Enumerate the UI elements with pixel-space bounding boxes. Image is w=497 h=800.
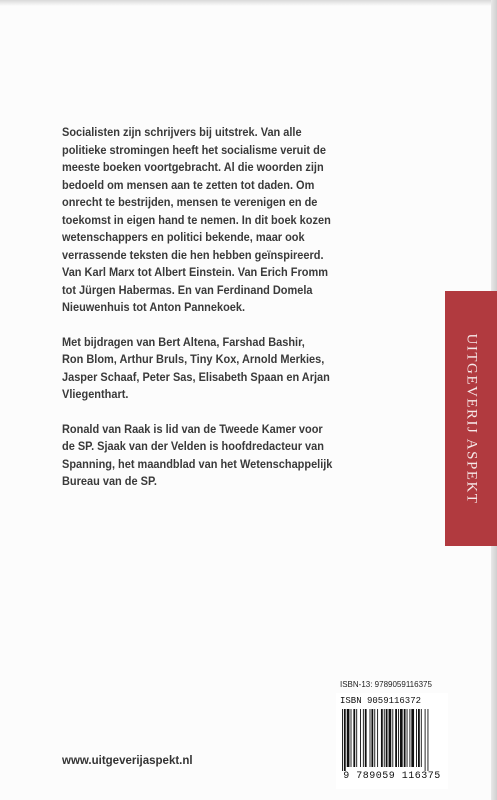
blurb-line: meeste boeken voortgebracht. Al die woorden zijn (62, 160, 324, 174)
blurb-paragraph-intro (62, 124, 375, 317)
blurb-line: Jasper Schaaf, Peter Sas, Elisabeth Spaan en Arjan (62, 369, 330, 384)
publisher-label (445, 291, 497, 546)
barcode-icon (342, 709, 442, 771)
isbn-10: ISBN 9059116372 (340, 696, 422, 706)
blurb-line: onrecht te bestrijden, mensen te verenigen en de (62, 195, 318, 209)
isbn-13: ISBN-13: 9789059116375 (340, 680, 432, 689)
blurb-line: wetenschappers en politici bekende, maar ook (62, 230, 305, 244)
barcode-digits: 9 789059 116375 (343, 771, 441, 782)
publisher-name: UITGEVERIJ ASPEKT (463, 333, 480, 505)
blurb-line: Ronald van Raak is lid van de Tweede Kamer voor (62, 421, 323, 436)
blurb-line: Bureau van de SP. (62, 474, 157, 488)
blurb-line: Nieuwenhuis tot Anton Pannekoek. (62, 300, 246, 314)
blurb-paragraph-contributors (62, 334, 375, 404)
blurb-line: Vliegenthart. (62, 387, 129, 401)
cover-top-edge (0, 0, 497, 6)
blurb-line: Van Karl Marx tot Albert Einstein. Van Erich Fromm (62, 265, 328, 279)
blurb-line: politieke stromingen heeft het socialisme veruit de (62, 142, 326, 157)
blurb-line: bedoeld om mensen aan te zetten tot daden. Om (62, 177, 315, 192)
blurb-line: toekomst in eigen hand te nemen. In dit boek kozen (62, 212, 331, 227)
blurb-line: Ron Blom, Arthur Bruls, Tiny Kox, Arnold Merkies, (62, 352, 325, 366)
blurb-line: Spanning, het maandblad van het Wetenschappelijk (62, 456, 333, 471)
blurb-line: Met bijdragen van Bert Altena, Farshad Bashir, (62, 334, 305, 349)
barcode-panel (336, 693, 448, 789)
blurb-paragraph-authors (62, 421, 375, 491)
back-cover-blurb (62, 124, 375, 508)
blurb-line: verrassende teksten die hen hebben geïnspireerd. (62, 247, 324, 262)
blurb-line: de SP. Sjaak van der Velden is hoofdredacteur van (62, 439, 324, 453)
blurb-line: Socialisten zijn schrijvers bij uitstrek. Van alle (62, 125, 302, 139)
publisher-website: www.uitgeverijaspekt.nl (62, 755, 193, 767)
blurb-line: tot Jürgen Habermas. En van Ferdinand Domela (62, 282, 313, 297)
